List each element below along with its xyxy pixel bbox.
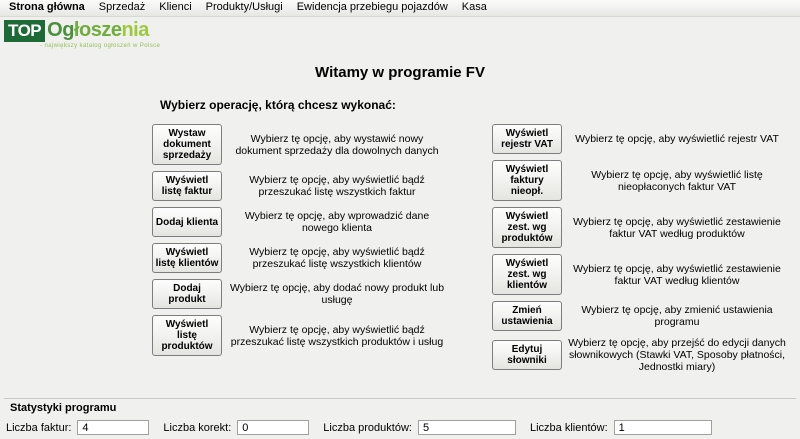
wyswietl-zestawienie-wg-klientow-button[interactable]: Wyświetl zest. wg klientów <box>492 254 562 295</box>
wyswietl-liste-produktow-button[interactable]: Wyświetl listę produktów <box>152 315 222 356</box>
stat-label: Liczba klientów: <box>529 421 608 434</box>
operation-row <box>492 254 792 295</box>
statistics-divider <box>4 398 796 399</box>
logo-tagline: - największy katalog ogłoszeń w Polsce <box>40 43 161 49</box>
logo-wordmark-part1: Og <box>47 19 74 41</box>
menu-item-ewidencja-przebiegu-pojazdow[interactable]: Ewidencja przebiegu pojazdów <box>296 1 448 13</box>
logo-wordmark-part3: nia <box>121 19 149 41</box>
wyswietl-rejestr-vat-button[interactable]: Wyświetl rejestr VAT <box>492 124 562 154</box>
operation-description: Wybierz tę opcję, aby wyświetlić zestawienie faktur VAT według klientów <box>573 262 781 287</box>
stat-liczba-produktow <box>323 420 516 435</box>
statistics-panel-title: Statystyki programu <box>10 402 117 414</box>
operations-column-left <box>152 124 452 362</box>
operation-description: Wybierz tę opcję, aby przejść do edycji danych słownikowych (Stawki VAT, Sposoby płatności, Jednostki miary) <box>568 337 786 373</box>
wystaw-dokument-sprzedazy-button[interactable]: Wystaw dokument sprzedaży <box>152 124 222 165</box>
operation-row <box>492 124 792 154</box>
menu-item-klienci[interactable]: Klienci <box>159 1 192 13</box>
logo-top-badge: TOP <box>4 20 45 42</box>
operation-description: Wybierz tę opcję, aby wyświetlić zestawienie faktur VAT według produktów <box>573 215 781 240</box>
operation-row <box>152 207 452 237</box>
menu-item-sprzedaz[interactable]: Sprzedaż <box>98 1 146 13</box>
main-menu-bar <box>0 0 800 17</box>
dodaj-klienta-button[interactable]: Dodaj klienta <box>152 207 222 237</box>
wyswietl-zestawienie-wg-produktow-button[interactable]: Wyświetl zest. wg produktów <box>492 207 562 248</box>
stat-liczba-korekt <box>163 420 309 435</box>
operation-row <box>492 160 792 201</box>
stat-liczba-klientow <box>530 420 712 435</box>
operation-row <box>152 124 452 165</box>
page-subtitle: Wybierz operację, którą chcesz wykonać: <box>160 98 396 112</box>
stat-value-produktow[interactable]: 5 <box>418 420 516 435</box>
edytuj-slowniki-button[interactable]: Edytuj słowniki <box>492 340 562 370</box>
logo-wordmark-part2: łosze <box>73 19 122 41</box>
logo-wordmark <box>47 20 149 40</box>
stat-value-klientow[interactable]: 1 <box>614 420 712 435</box>
wyswietl-liste-faktur-button[interactable]: Wyświetl listę faktur <box>152 171 222 201</box>
operation-description: Wybierz tę opcję, aby wprowadzić dane nowego klienta <box>244 210 430 234</box>
statistics-panel <box>6 420 796 435</box>
operation-row <box>152 315 452 356</box>
operation-description: Wybierz tę opcję, aby wyświetlić bądź przeszukać listę wszystkich klientów <box>249 246 425 270</box>
operation-description: Wybierz tę opcję, aby wyświetlić rejestr VAT <box>575 133 779 145</box>
wyswietl-faktury-nieoplacone-button[interactable]: Wyświetl faktury nieopł. <box>492 160 562 201</box>
stat-label: Liczba korekt: <box>163 421 232 434</box>
app-logo <box>4 19 161 58</box>
operation-description: Wybierz tę opcję, aby dodać nowy produkt lub usługę <box>229 282 445 306</box>
wyswietl-liste-klientow-button[interactable]: Wyświetl listę klientów <box>152 243 222 273</box>
operation-description: Wybierz tę opcję, aby wystawić nowy dokument sprzedaży dla dowolnych danych <box>235 132 439 157</box>
operation-row <box>492 337 792 373</box>
operation-description: Wybierz tę opcję, aby wyświetlić bądź przeszukać listę wszystkich produktów i usług <box>230 323 444 348</box>
page-title: Witamy w programie FV <box>315 64 485 81</box>
stat-value-korekt[interactable]: 0 <box>237 420 309 435</box>
stat-label: Liczba faktur: <box>6 421 72 434</box>
operation-description: Wybierz tę opcję, aby wyświetlić bądź przeszukać listę wszystkich faktur <box>249 174 425 198</box>
menu-item-kasa[interactable]: Kasa <box>461 1 487 13</box>
operation-description: Wybierz tę opcję, aby wyświetlić listę nieopłaconych faktur VAT <box>591 168 763 193</box>
menu-item-strona-glowna[interactable]: Strona główna <box>9 1 85 13</box>
operation-row <box>492 207 792 248</box>
stat-value-faktur[interactable]: 4 <box>77 420 149 435</box>
menu-item-produkty-uslugi[interactable]: Produkty/Usługi <box>205 1 283 13</box>
dodaj-produkt-button[interactable]: Dodaj produkt <box>152 279 222 309</box>
operation-row <box>152 171 452 201</box>
zmien-ustawienia-button[interactable]: Zmień ustawienia <box>492 301 562 331</box>
operation-row <box>492 301 792 331</box>
operations-column-right <box>492 124 792 379</box>
operation-row <box>152 243 452 273</box>
operation-row <box>152 279 452 309</box>
operation-description: Wybierz tę opcję, aby zmienić ustawienia programu <box>581 304 773 328</box>
stat-liczba-faktur <box>6 420 149 435</box>
stat-label: Liczba produktów: <box>323 421 412 434</box>
